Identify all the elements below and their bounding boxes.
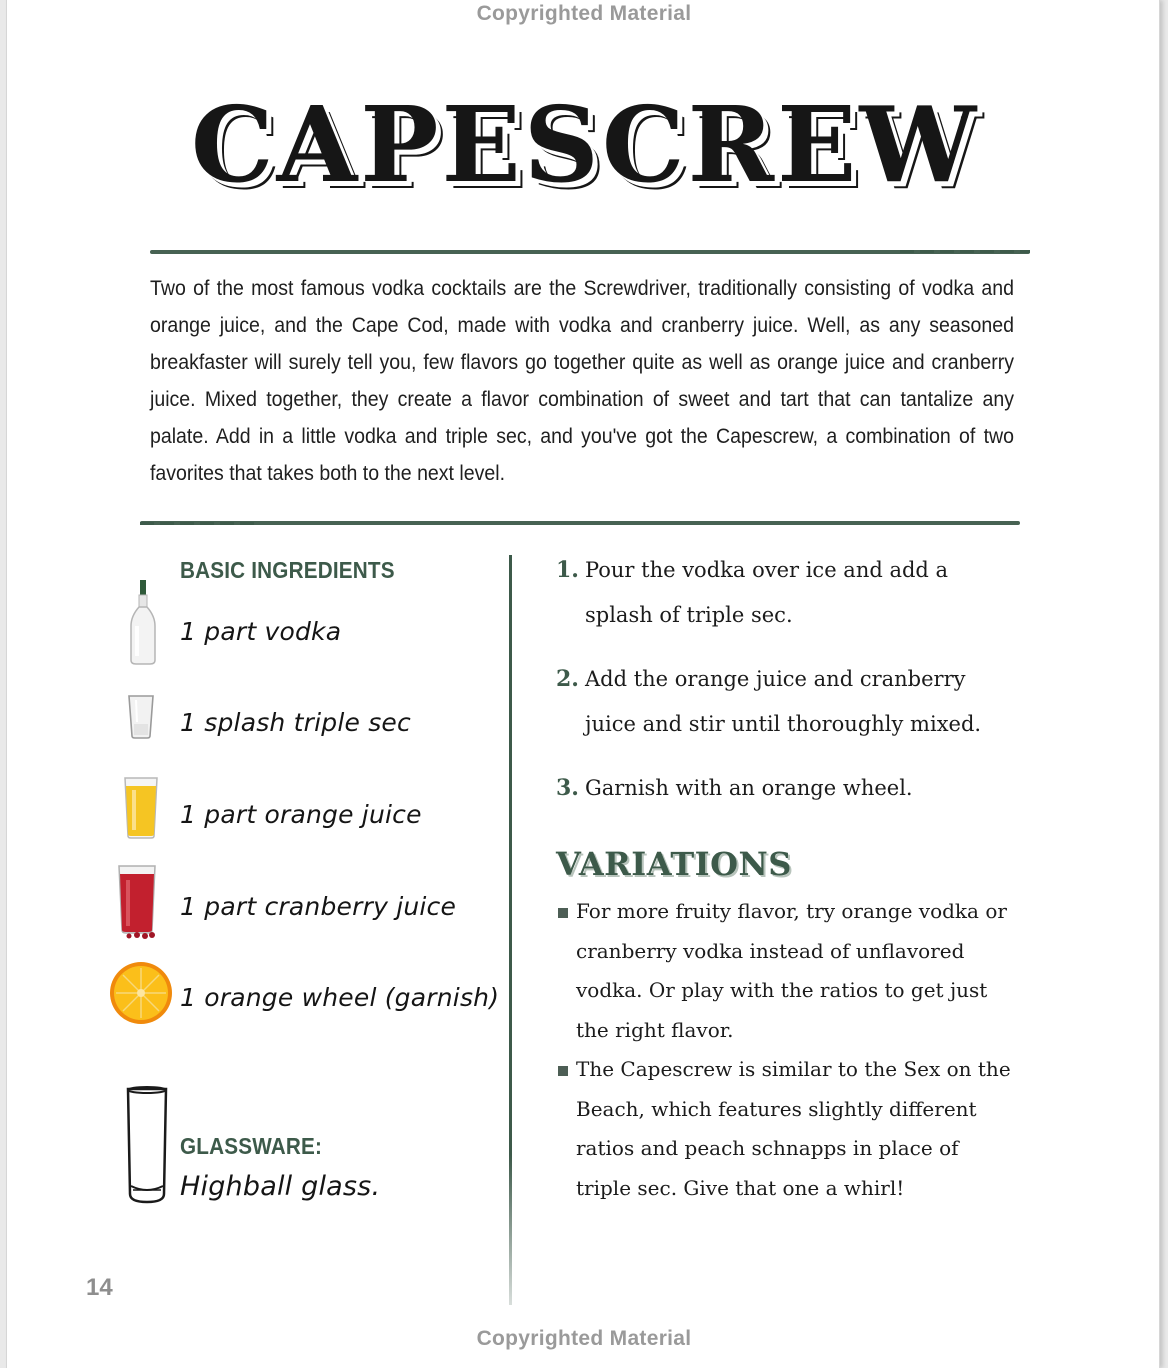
copyright-watermark-top: Copyrighted Material — [476, 2, 692, 25]
divider-rule-middle — [140, 521, 1020, 525]
step-number: 1. — [556, 557, 579, 583]
orange-wheel-icon — [108, 960, 174, 1026]
ingredient-item: 1 part cranberry juice — [180, 892, 457, 921]
glassware-value: Highball glass. — [180, 1171, 381, 1202]
shot-glass-icon — [127, 694, 155, 740]
divider-rule-top-fade — [900, 250, 1030, 253]
step-text-line1: Pour the vodka over ice and add a — [584, 558, 949, 582]
copyright-watermark-bottom: Copyrighted Material — [476, 1327, 692, 1350]
cranberry-juice-glass-icon — [115, 864, 161, 940]
bullet-square-icon — [558, 1066, 568, 1076]
highball-glass-icon — [124, 1086, 170, 1208]
glassware-heading: GLASSWARE: — [180, 1133, 323, 1159]
step-number: 3. — [556, 775, 579, 801]
ingredients-heading: BASIC INGREDIENTS — [180, 557, 395, 583]
ingredient-item: 1 splash triple sec — [180, 708, 411, 737]
variations-list — [556, 892, 1016, 1208]
ingredient-item: 1 part vodka — [180, 617, 342, 646]
instruction-step — [556, 548, 1006, 638]
step-text-line2: juice and stir until thoroughly mixed. — [585, 712, 982, 736]
step-text-line2: splash of triple sec. — [585, 603, 793, 627]
variation-text: For more fruity flavor, try orange vodka or cranberry vodka instead of unflavored vodka. Or play with the ratios to get just the right flavor. — [576, 899, 1007, 1042]
step-number: 2. — [556, 666, 579, 692]
bullet-square-icon — [558, 908, 568, 918]
variation-text: The Capescrew is similar to the Sex on the Beach, which features slightly different ratios and peach schnapps in place of triple sec. Give that one a whirl! — [576, 1057, 1011, 1200]
ingredient-item: 1 part orange juice — [180, 800, 422, 829]
variation-item — [556, 892, 1016, 1050]
intro-paragraph: Two of the most famous vodka cocktails are the Screwdriver, traditionally consisting of vodka and orange juice, and the Cape Cod, made with vodka and cranberry juice. Well, as any seasoned breakfaster will surely tell you, few flavors go together quite as well as orange juice and cranberry juice. Mixed together, they create a flavor combination of sweet and tart that can tantalize any palate. Add in a little vodka and triple sec, and you've got the Capescrew, a combination of two favorites that takes both to the next level. — [150, 277, 1014, 485]
step-text-line1: Garnish with an orange wheel. — [584, 776, 913, 800]
instruction-step — [556, 657, 1006, 747]
variation-item — [556, 1050, 1016, 1208]
ingredient-item: 1 orange wheel (garnish) — [180, 983, 500, 1012]
vodka-bottle-icon — [126, 578, 160, 666]
instruction-step — [556, 766, 1006, 811]
recipe-title: CAPESCREW — [190, 83, 980, 206]
divider-rule-top — [150, 250, 1030, 254]
divider-rule-middle-fade — [140, 522, 260, 525]
column-divider — [509, 555, 512, 1305]
variations-heading: VARIATIONS — [556, 845, 792, 883]
orange-juice-glass-icon — [123, 776, 159, 840]
step-text-line1: Add the orange juice and cranberry — [584, 667, 966, 691]
page-number: 14 — [86, 1274, 113, 1301]
